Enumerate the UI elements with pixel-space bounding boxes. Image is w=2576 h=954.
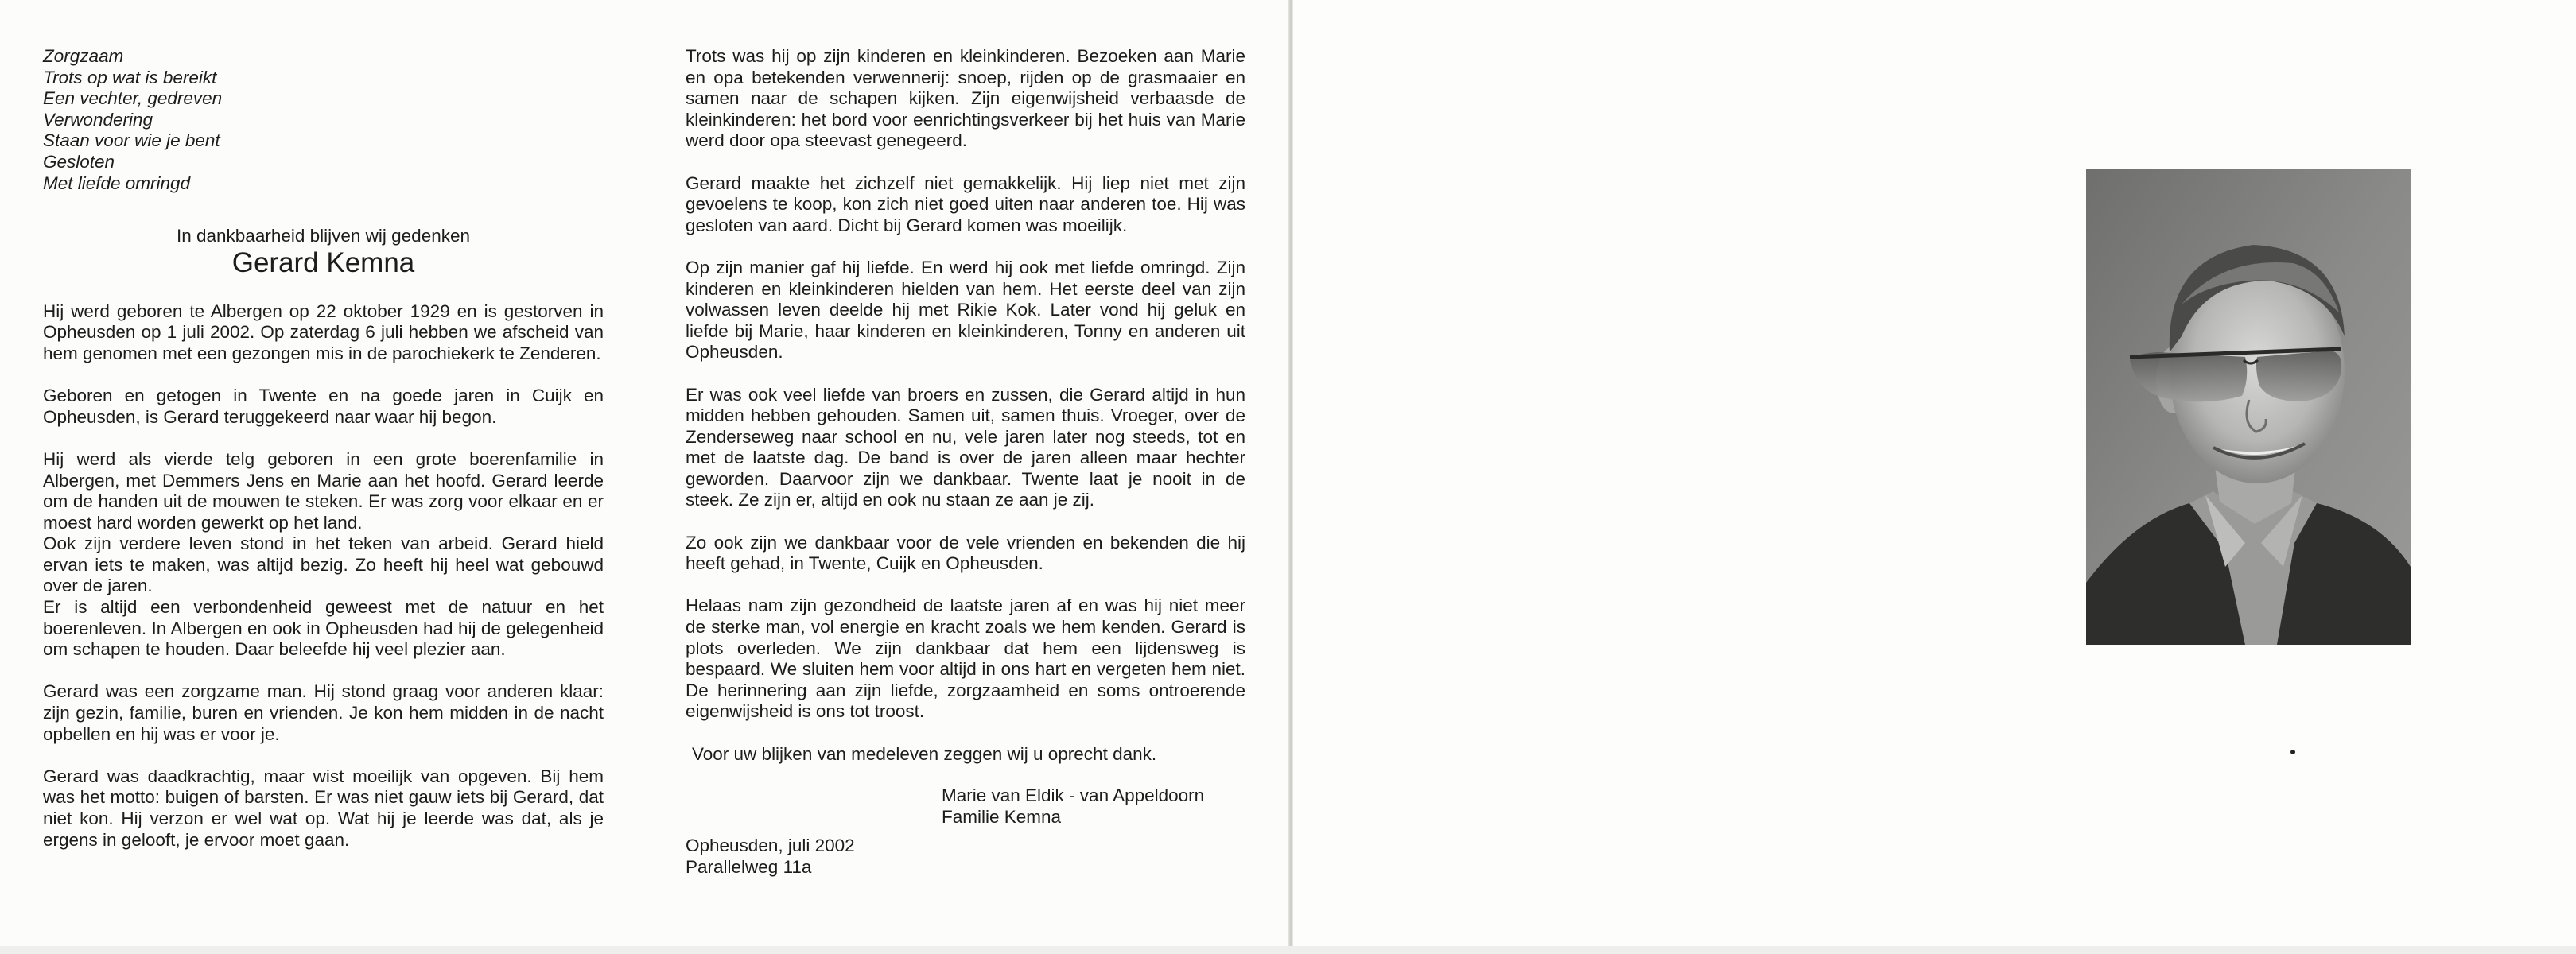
right-column — [686, 46, 1245, 878]
paragraph: Gerard was daadkrachtig, maar wist moeilijk van opgeven. Bij hem was het motto: buigen of barsten. Er was niet gauw iets bij Gerard, dat niet kon. Hij verzon er wel wat op. Wat hij je leerde was dat, als je ergens in gelooft, je ervoor moet gaan. — [43, 766, 604, 850]
paragraph: Ook zijn verdere leven stond in het teken van arbeid. Gerard hield ervan iets te maken, was altijd bezig. Zo heeft hij heel wat gebouwd over de jaren. — [43, 533, 604, 596]
poem-line: Zorgzaam — [43, 46, 124, 66]
place-date: Opheusden, juli 2002 — [686, 836, 855, 856]
paragraph: Hij werd geboren te Albergen op 22 oktober 1929 en is gestorven in Opheusden op 1 juli 2002. Op zaterdag 6 juli hebben we afscheid van hem genomen met een gezongen mis in de parochiekerk te Zenderen. — [43, 301, 604, 363]
paragraph: Hij werd als vierde telg geboren in een grote boerenfamilie in Albergen, met Demmers Jens en Marie aan het hoofd. Gerard leerde om de handen uit de mouwen te steken. Er was zorg voor elkaar en er moest hard worden gewerkt op het land. — [43, 448, 604, 533]
right-body — [686, 46, 1245, 723]
left-body — [43, 301, 604, 851]
paragraph: Helaas nam zijn gezondheid de laatste jaren af en was hij niet meer de sterke man, vol energie en kracht zoals we hem kenden. Gerard is plots overleden. We zijn dankbaar dat hem een lijdensweg is bespaard. We sluiten hem voor altijd in ons hart en vergeten hem niet. De herinnering aan zijn liefde, zorgzaamheid en soms ontroerende eigenwijsheid is ons tot troost. — [686, 595, 1245, 722]
left-column — [43, 46, 604, 872]
signature-line: Marie van Eldik - van Appeldoorn — [942, 785, 1205, 806]
portrait-photo — [2086, 169, 2411, 645]
paragraph: Er is altijd een verbondenheid geweest met de natuur en het boerenleven. In Albergen en ook in Opheusden had hij de gelegenheid om schapen te houden. Daar beleefde hij veel plezier aan. — [43, 597, 604, 660]
print-speck — [2290, 750, 2295, 754]
paragraph: Geboren en getogen in Twente en na goede jaren in Cuijk en Opheusden, is Gerard teruggekeerd naar waar hij begon. — [43, 386, 604, 427]
poem — [43, 46, 604, 194]
intro-text: In dankbaarheid blijven wij gedenken — [176, 226, 470, 246]
poem-line: Een vechter, gedreven — [43, 88, 223, 109]
poem-line: Staan voor wie je bent — [43, 130, 220, 151]
poem-line: Met liefde omringd — [43, 173, 191, 193]
address: Parallelweg 11a — [686, 856, 812, 877]
paragraph: Er was ook veel liefde van broers en zussen, die Gerard altijd in hun midden hebben gehouden. Samen uit, samen thuis. Vroeger, over de Zenderseweg naar school en nu, vele jaren later nog steeds, tot en met de laatste dag. De band is over de jaren alleen maar hechter geworden. Daarvoor zijn we dankbaar. Twente laat je nooit in de steek. Ze zijn er, altijd en ook nu staan ze aan je zij. — [686, 384, 1245, 510]
card-fold — [1288, 0, 1293, 954]
card-edge — [0, 946, 2576, 954]
deceased-name: Gerard Kemna — [231, 246, 415, 278]
signature-line: Familie Kemna — [942, 806, 1062, 827]
poem-line: Trots op wat is bereikt — [43, 67, 217, 87]
paragraph: Op zijn manier gaf hij liefde. En werd hij ook met liefde omringd. Zijn kinderen en kleinkinderen hielden van hem. Het eerste deel van zijn volwassen leven deelde hij met Rikie Kok. Later vond hij geluk en liefde bij Marie, haar kinderen en kleinkinderen, Tonny en anderen uit Opheusden. — [686, 257, 1245, 363]
paragraph: Gerard was een zorgzame man. Hij stond graag voor anderen klaar: zijn gezin, familie, buren en vrienden. Je kon hem midden in de nacht opbellen en hij was er voor je. — [43, 681, 604, 744]
paragraph: Trots was hij op zijn kinderen en kleinkinderen. Bezoeken aan Marie en opa betekenden verwennerij: snoep, rijden op de grasmaaier en samen naar de schapen kijken. Zijn eigenwijsheid verbaasde de kleinkinderen: het bord voor eenrichtingsverkeer bij het huis van Marie werd door opa steevast genegeerd. — [686, 46, 1245, 151]
place-block — [686, 836, 1245, 878]
paragraph: Gerard maakte het zichzelf niet gemakkelijk. Hij liep niet met zijn gevoelens te koop, kon zich niet goed uiten naar anderen toe. Hij was gesloten van aard. Dicht bij Gerard komen was moeilijk. — [686, 173, 1245, 235]
thanks-text: Voor uw blijken van medeleven zeggen wij u oprecht dank. — [692, 743, 1157, 764]
poem-line: Gesloten — [43, 151, 115, 172]
paragraph: Zo ook zijn we dankbaar voor de vele vrienden en bekenden die hij heeft gehad, in Twente, Cuijk en Opheusden. — [686, 532, 1245, 574]
signatures — [942, 785, 1245, 828]
poem-line: Verwondering — [43, 109, 153, 130]
